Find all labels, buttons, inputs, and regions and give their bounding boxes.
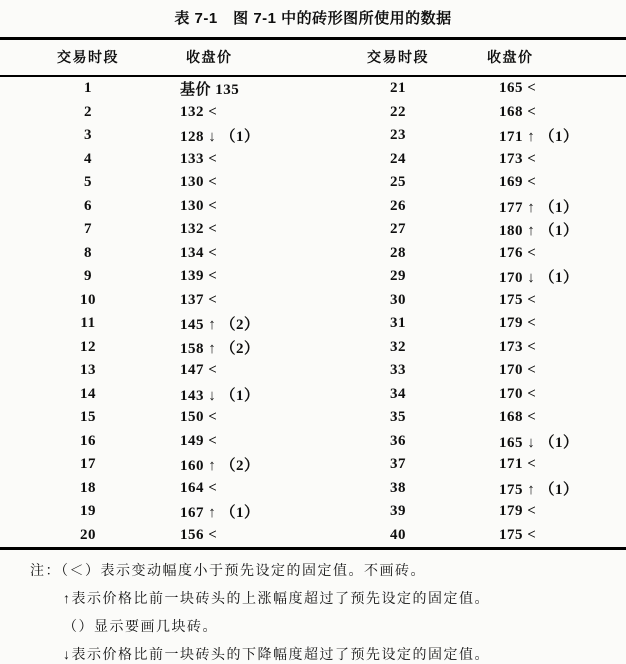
session-cell: 14 — [80, 385, 96, 402]
close-price-cell: 145 ↑ （2） — [180, 317, 260, 334]
session-cell: 4 — [84, 150, 92, 167]
close-price-cell: 150 < — [180, 409, 218, 426]
session-cell: 21 — [390, 80, 406, 97]
table-row — [0, 148, 626, 172]
close-price-cell: 170 < — [499, 362, 537, 379]
note-up-arrow-symbol: ↑表示价格比前一块砖头的上涨幅度超过了预先设定的固定值。 — [63, 592, 490, 607]
close-price-cell: 175 < — [499, 291, 537, 308]
session-cell: 13 — [80, 362, 96, 379]
close-price-cell: 164 < — [180, 479, 218, 496]
renko-data-table — [0, 37, 626, 550]
table-row — [0, 453, 626, 477]
session-cell: 6 — [84, 197, 92, 214]
close-price-cell: 139 < — [180, 268, 218, 285]
close-price-cell: 167 ↑ （1） — [180, 505, 260, 522]
close-price-cell: 168 < — [499, 409, 537, 426]
page-title: 表 7-1 图 7-1 中的砖形图所使用的数据 — [174, 10, 452, 27]
table-row — [0, 265, 626, 289]
session-cell: 22 — [390, 103, 406, 120]
close-price-cell: 176 < — [499, 244, 537, 261]
session-cell: 31 — [390, 315, 406, 332]
close-price-cell: 160 ↑ （2） — [180, 458, 260, 475]
session-cell: 2 — [84, 103, 92, 120]
note-parentheses-symbol: （）显示要画几块砖。 — [63, 620, 218, 635]
table-row — [0, 195, 626, 219]
session-cell: 11 — [80, 315, 96, 332]
table-row — [0, 312, 626, 336]
header-session-left: 交易时段 — [0, 39, 176, 77]
session-cell: 20 — [80, 526, 96, 543]
table-header-row — [0, 39, 626, 77]
close-price-cell: 147 < — [180, 362, 218, 379]
session-cell: 9 — [84, 268, 92, 285]
session-cell: 19 — [80, 503, 96, 520]
footnotes-section — [30, 564, 626, 664]
close-price-cell: 128 ↓ （1） — [180, 129, 260, 146]
close-price-cell: 133 < — [180, 150, 218, 167]
close-price-cell: 171 ↑ （1） — [499, 129, 579, 146]
table-row — [0, 336, 626, 360]
session-cell: 3 — [84, 127, 92, 144]
close-price-cell: 基价 135 — [180, 82, 240, 99]
header-close-right: 收盘价 — [469, 39, 626, 77]
close-price-cell: 169 < — [499, 174, 537, 191]
close-price-cell: 179 < — [499, 315, 537, 332]
session-cell: 30 — [390, 291, 406, 308]
close-price-cell: 175 < — [499, 526, 537, 543]
table-row — [0, 359, 626, 383]
session-cell: 7 — [84, 221, 92, 238]
session-cell: 29 — [390, 268, 406, 285]
note-smaller-than-symbol: 注：（＜）表示变动幅度小于预先设定的固定值。不画砖。 — [30, 564, 426, 579]
session-cell: 23 — [390, 127, 406, 144]
session-cell: 5 — [84, 174, 92, 191]
session-cell: 8 — [84, 244, 92, 261]
close-price-cell: 132 < — [180, 103, 218, 120]
table-body — [0, 76, 626, 549]
table-row — [0, 289, 626, 313]
table-row — [0, 124, 626, 148]
table-row — [0, 218, 626, 242]
close-price-cell: 130 < — [180, 197, 218, 214]
table-row — [0, 477, 626, 501]
close-price-cell: 170 < — [499, 385, 537, 402]
table-row — [0, 76, 626, 101]
table-row — [0, 171, 626, 195]
note-down-arrow-symbol: ↓表示价格比前一块砖头的下降幅度超过了预先设定的固定值。 — [63, 648, 490, 663]
close-price-cell: 173 < — [499, 338, 537, 355]
table-header — [0, 39, 626, 77]
table-row — [0, 383, 626, 407]
session-cell: 12 — [80, 338, 96, 355]
session-cell: 34 — [390, 385, 406, 402]
session-cell: 36 — [390, 432, 406, 449]
close-price-cell: 149 < — [180, 432, 218, 449]
session-cell: 28 — [390, 244, 406, 261]
close-price-cell: 137 < — [180, 291, 218, 308]
table-row — [0, 430, 626, 454]
close-price-cell: 170 ↓ （1） — [499, 270, 579, 287]
session-cell: 10 — [80, 291, 96, 308]
close-price-cell: 158 ↑ （2） — [180, 340, 260, 357]
close-price-cell: 165 < — [499, 80, 537, 97]
session-cell: 33 — [390, 362, 406, 379]
close-price-cell: 134 < — [180, 244, 218, 261]
close-price-cell: 180 ↑ （1） — [499, 223, 579, 240]
session-cell: 24 — [390, 150, 406, 167]
session-cell: 25 — [390, 174, 406, 191]
close-price-cell: 143 ↓ （1） — [180, 387, 260, 404]
close-price-cell: 173 < — [499, 150, 537, 167]
session-cell: 18 — [80, 479, 96, 496]
header-close-left: 收盘价 — [176, 39, 327, 77]
session-cell: 37 — [390, 456, 406, 473]
close-price-cell: 156 < — [180, 526, 218, 543]
session-cell: 26 — [390, 197, 406, 214]
session-cell: 1 — [84, 80, 92, 97]
close-price-cell: 130 < — [180, 174, 218, 191]
close-price-cell: 168 < — [499, 103, 537, 120]
close-price-cell: 165 ↓ （1） — [499, 434, 579, 451]
table-row — [0, 500, 626, 524]
session-cell: 40 — [390, 526, 406, 543]
session-cell: 35 — [390, 409, 406, 426]
table-row — [0, 101, 626, 125]
table-row — [0, 406, 626, 430]
session-cell: 17 — [80, 456, 96, 473]
session-cell: 38 — [390, 479, 406, 496]
close-price-cell: 179 < — [499, 503, 537, 520]
session-cell: 16 — [80, 432, 96, 449]
close-price-cell: 132 < — [180, 221, 218, 238]
header-session-right: 交易时段 — [327, 39, 469, 77]
close-price-cell: 171 < — [499, 456, 537, 473]
close-price-cell: 175 ↑ （1） — [499, 481, 579, 498]
session-cell: 39 — [390, 503, 406, 520]
close-price-cell: 177 ↑ （1） — [499, 199, 579, 216]
session-cell: 32 — [390, 338, 406, 355]
session-cell: 27 — [390, 221, 406, 238]
table-row — [0, 242, 626, 266]
table-row — [0, 524, 626, 549]
session-cell: 15 — [80, 409, 96, 426]
